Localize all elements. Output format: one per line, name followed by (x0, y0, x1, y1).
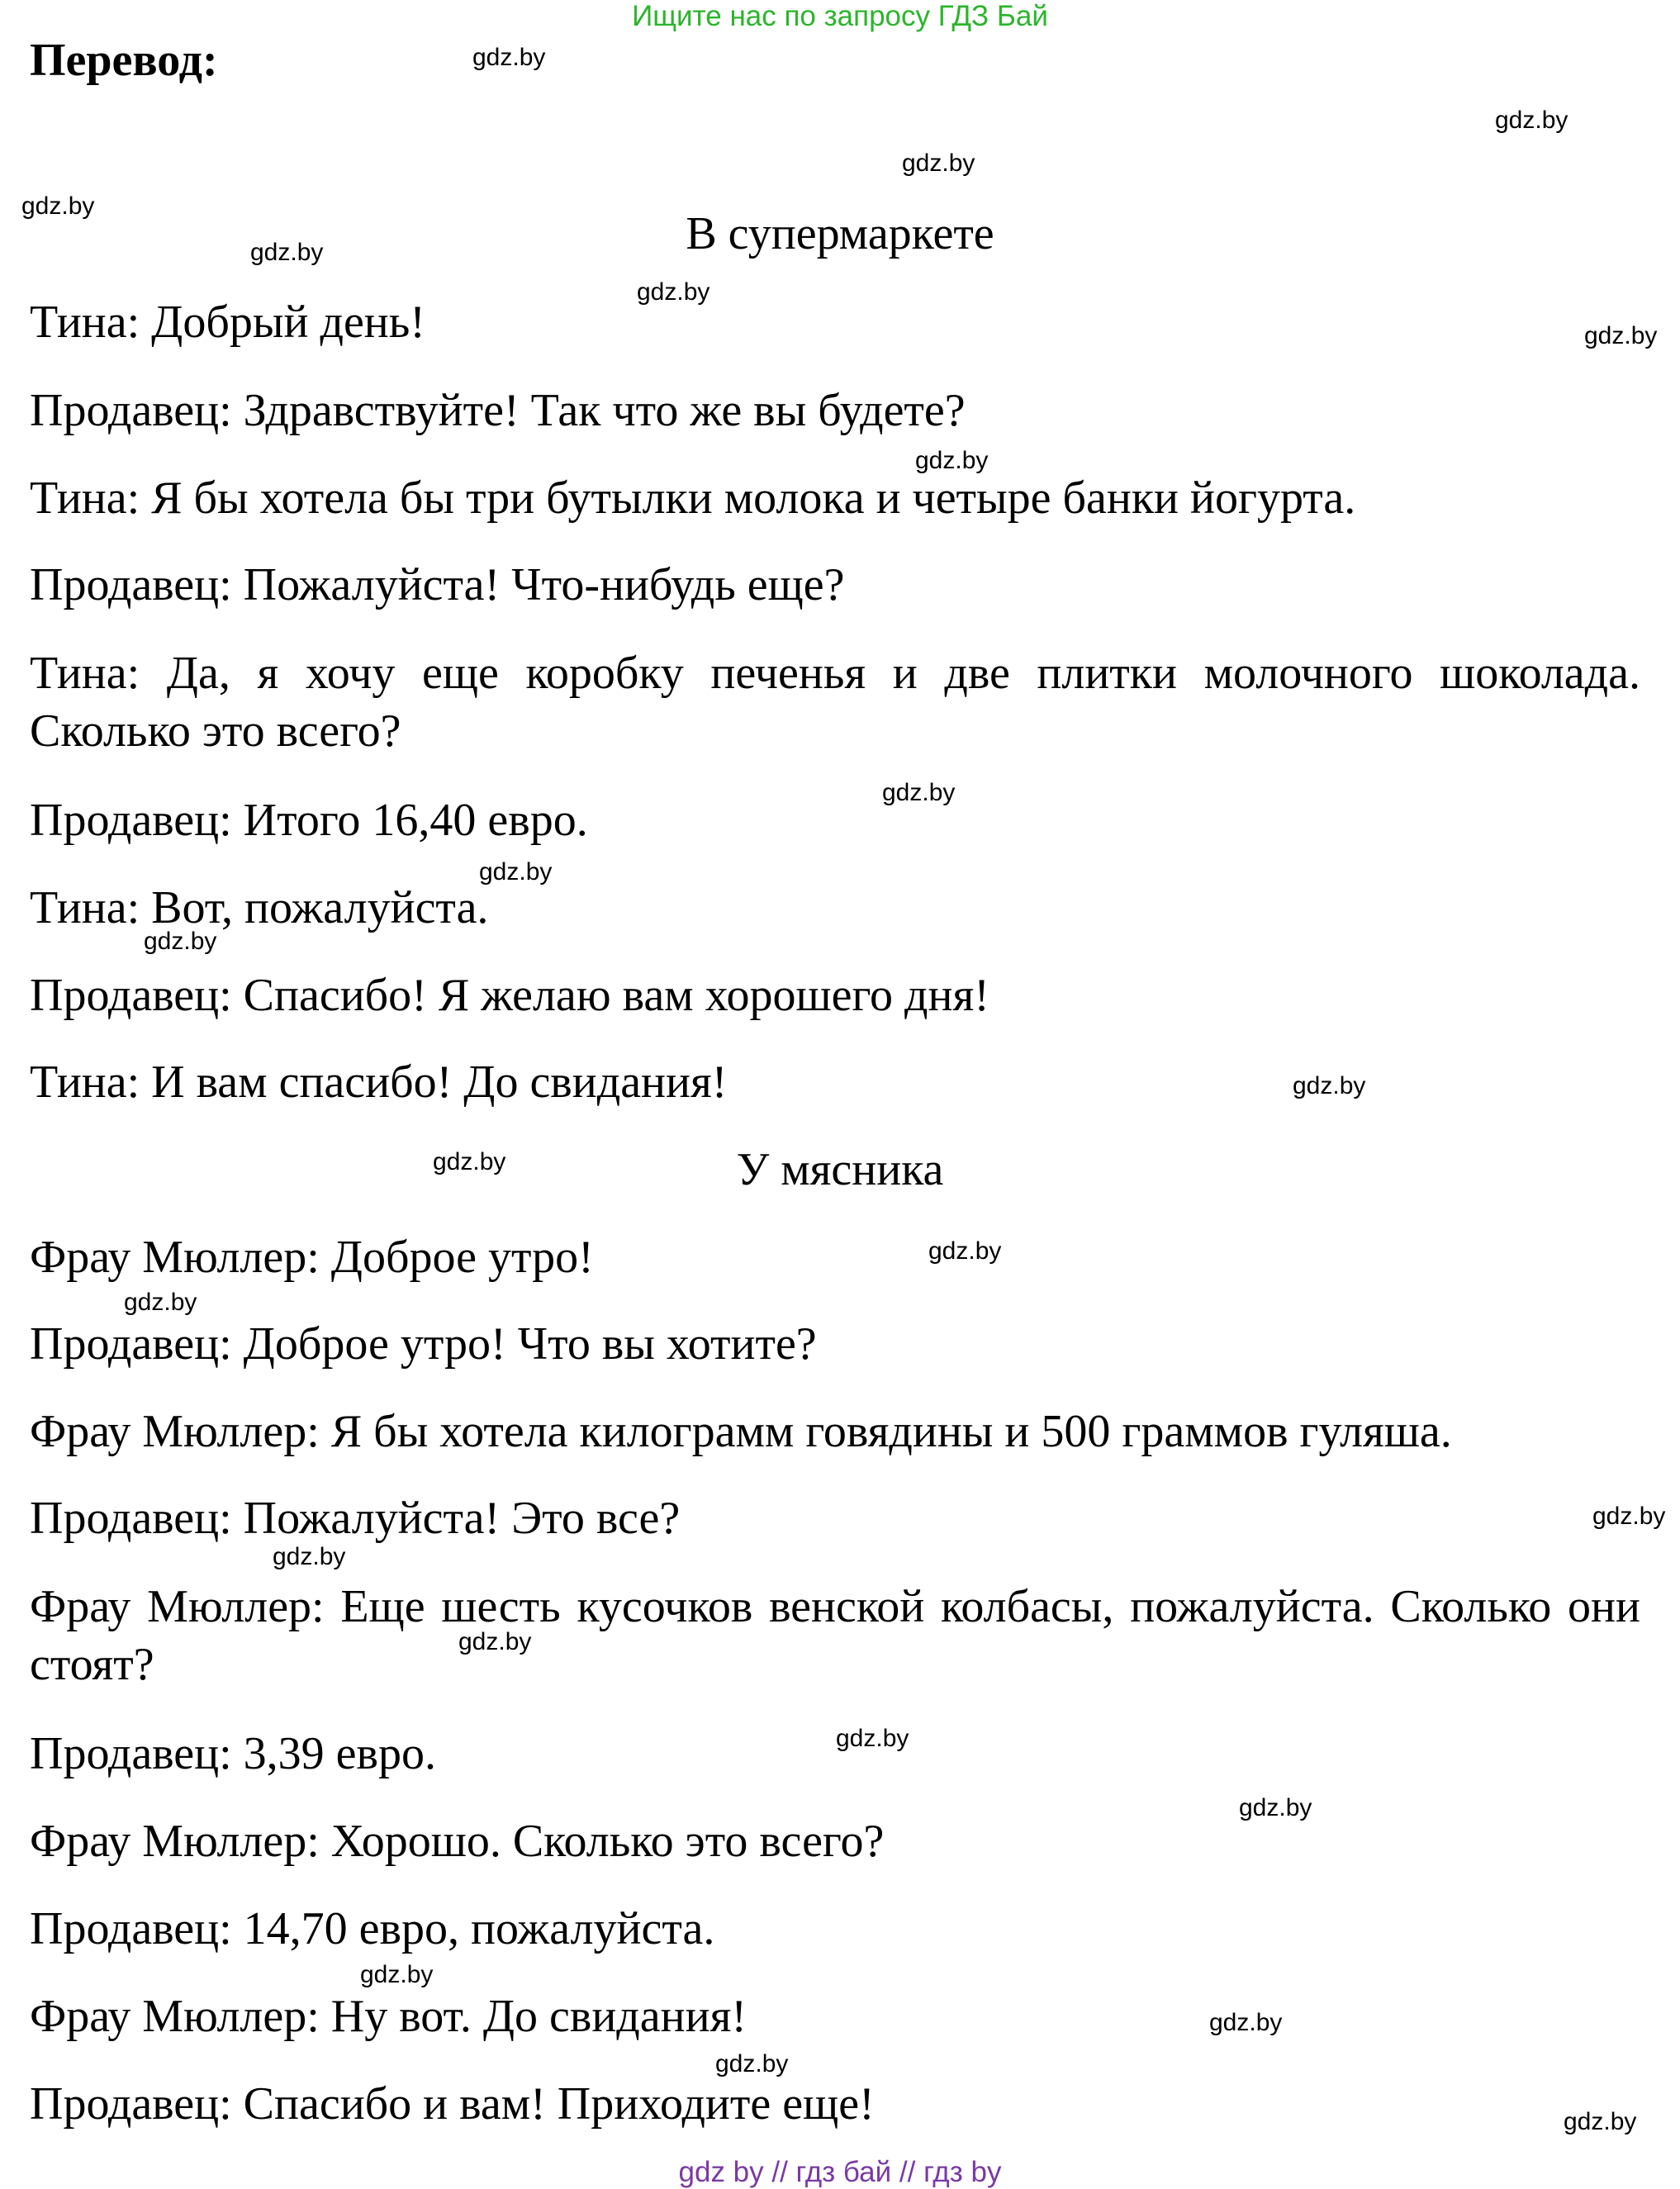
footer-links[interactable]: gdz by // гдз бай // гдз by (678, 2156, 1002, 2188)
dialogue-line: Фрау Мюллер: Еще шесть кусочков венской колбасы, пожалуйста. Сколько они стоят? (30, 1581, 1640, 1690)
watermark: gdz.by (21, 192, 95, 220)
dialogue-line: Продавец: Спасибо! Я желаю вам хорошего дня! (30, 970, 989, 1021)
watermark: gdz.by (144, 928, 217, 955)
watermark: gdz.by (472, 44, 546, 71)
watermark: gdz.by (1239, 1794, 1312, 1821)
watermark: gdz.by (479, 858, 553, 886)
watermark: gdz.by (637, 278, 710, 306)
dialogue-line: Продавец: Доброе утро! Что вы хотите? (30, 1318, 817, 1370)
section-title-butcher: У мясника (736, 1144, 944, 1195)
dialogue-line: Продавец: 14,70 евро, пожалуйста. (30, 1903, 715, 1954)
watermark: gdz.by (1584, 322, 1658, 349)
dialogue-line: Тина: И вам спасибо! До свидания! (30, 1057, 728, 1108)
page-heading: Перевод: (30, 35, 218, 86)
top-banner[interactable]: Ищите нас по запросу ГДЗ Бай (632, 0, 1048, 32)
dialogue-line: Продавец: Спасибо и вам! Приходите еще! (30, 2078, 875, 2130)
watermark: gdz.by (715, 2050, 789, 2077)
dialogue-line: Фрау Мюллер: Ну вот. До свидания! (30, 1991, 747, 2042)
dialogue-line: Продавец: Здравствуйте! Так что же вы будете? (30, 385, 966, 436)
dialogue-line: Фрау Мюллер: Хорошо. Сколько это всего? (30, 1816, 885, 1867)
watermark: gdz.by (882, 779, 956, 806)
watermark: gdz.by (1209, 2009, 1283, 2036)
watermark: gdz.by (915, 447, 989, 474)
dialogue-line: Тина: Да, я хочу еще коробку печенья и две плитки молочного шоколада. Сколько это всего? (30, 648, 1640, 757)
watermark: gdz.by (836, 1725, 909, 1752)
watermark: gdz.by (458, 1628, 532, 1655)
watermark: gdz.by (928, 1237, 1002, 1265)
watermark: gdz.by (273, 1543, 346, 1570)
watermark: gdz.by (902, 150, 975, 177)
dialogue-line: Тина: Добрый день! (30, 297, 425, 348)
section-title-supermarket: В супермаркете (686, 208, 994, 259)
watermark: gdz.by (1495, 107, 1568, 134)
dialogue-line: Продавец: 3,39 евро. (30, 1728, 436, 1779)
dialogue-line: Тина: Вот, пожалуйста. (30, 882, 489, 933)
dialogue-line: Продавец: Итого 16,40 евро. (30, 795, 588, 846)
dialogue-line: Продавец: Пожалуйста! Это все? (30, 1493, 681, 1544)
dialogue-line: Тина: Я бы хотела бы три бутылки молока и четыре банки йогурта. (30, 472, 1356, 524)
watermark: gdz.by (124, 1289, 197, 1316)
watermark: gdz.by (360, 1961, 434, 1988)
dialogue-line: Фрау Мюллер: Я бы хотела килограмм говядины и 500 граммов гуляша. (30, 1406, 1452, 1457)
watermark: gdz.by (1592, 1503, 1666, 1530)
watermark: gdz.by (1564, 2108, 1637, 2135)
watermark: gdz.by (433, 1148, 506, 1175)
watermark: gdz.by (1293, 1072, 1366, 1099)
watermark: gdz.by (250, 239, 324, 266)
dialogue-line: Фрау Мюллер: Доброе утро! (30, 1232, 594, 1283)
dialogue-line: Продавец: Пожалуйста! Что-нибудь еще? (30, 559, 845, 610)
